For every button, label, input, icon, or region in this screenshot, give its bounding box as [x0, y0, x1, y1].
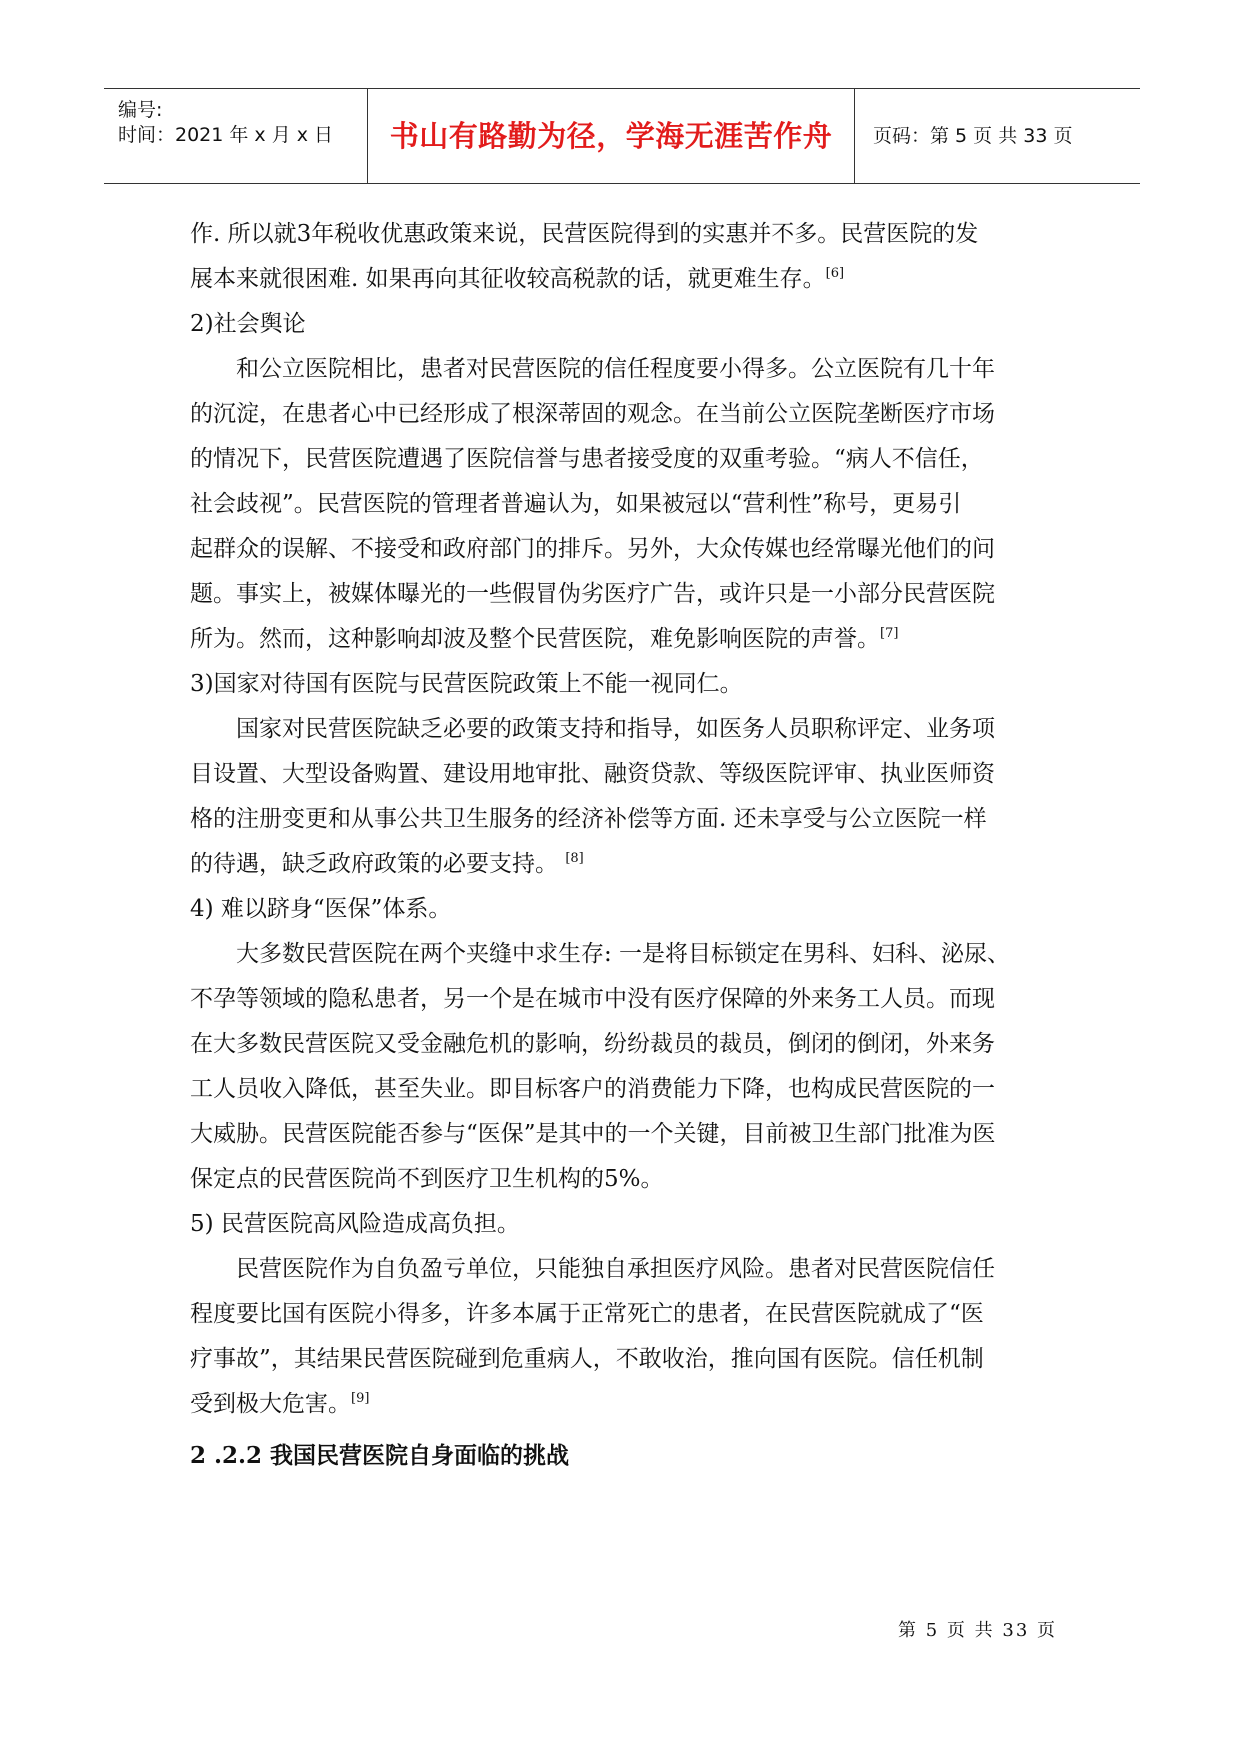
text-line: 大多数民营医院在两个夹缝中求生存: 一是将目标锁定在男科、妇科、泌尿、 [236, 941, 1011, 967]
text-line: 不孕等领域的隐私患者，另一个是在城市中没有医疗保障的外来务工人员。而现 [190, 986, 995, 1012]
header-page-indicator: 页码：第 5 页 共 33 页 [873, 125, 1073, 147]
text-line: 的待遇，缺乏政府政策的必要支持。 [8] [190, 851, 584, 877]
text-line: 疗事故”，其结果民营医院碰到危重病人，不敢收治，推向国有医院。信任机制 [190, 1346, 984, 1372]
header-meta [104, 89, 368, 183]
text-line: 题。事实上，被媒体曝光的一些假冒伪劣医疗广告，或许只是一小部分民营医院 [190, 581, 995, 607]
text-line: 的情况下，民营医院遭遇了医院信誉与患者接受度的双重考验。“病人不信任， [190, 446, 984, 472]
subheading: 3)国家对待国有医院与民营医院政策上不能一视同仁。 [190, 671, 743, 697]
page-header [104, 88, 1140, 184]
text-line: 格的注册变更和从事公共卫生服务的经济补偿等方面. 还未享受与公立医院一样 [190, 806, 987, 832]
text-line: 目设置、大型设备购置、建设用地审批、融资贷款、等级医院评审、执业医师资 [190, 761, 995, 787]
text-line: 社会歧视”。民营医院的管理者普遍认为，如果被冠以“营利性”称号，更易引 [190, 491, 962, 517]
page-footer: 第 5 页 共 33 页 [898, 1620, 1057, 1641]
citation: [6] [825, 266, 845, 281]
text-line: 展本来就很困难. 如果再向其征收较高税款的话，就更难生存。[6] [190, 266, 845, 292]
text-line: 起群众的误解、不接受和政府部门的排斥。另外，大众传媒也经常曝光他们的问 [190, 536, 995, 562]
text-line: 工人员收入降低，甚至失业。即目标客户的消费能力下降，也构成民营医院的一 [190, 1076, 995, 1102]
citation: [8] [565, 851, 584, 866]
citation: [7] [880, 626, 899, 641]
document-number-label: 编号: [118, 99, 163, 121]
subheading: 5) 民营医院高风险造成高负担。 [190, 1211, 520, 1237]
text-line: 在大多数民营医院又受金融危机的影响，纷纷裁员的裁员，倒闭的倒闭，外来务 [190, 1031, 995, 1057]
text-line: 大威胁。民营医院能否参与“医保”是其中的一个关键，目前被卫生部门批准为医 [190, 1121, 996, 1147]
text-line: 程度要比国有医院小得多，许多本属于正常死亡的患者，在民营医院就成了“医 [190, 1301, 984, 1327]
header-motto: 书山有路勤为径，学海无涯苦作舟 [368, 89, 855, 183]
citation: [9] [351, 1391, 370, 1406]
text-line: 所为。然而，这种影响却波及整个民营医院，难免影响医院的声誉。[7] [190, 626, 899, 652]
text-line: 保定点的民营医院尚不到医疗卫生机构的5%。 [190, 1166, 664, 1192]
section-heading: 2 .2.2 我国民营医院自身面临的挑战 [190, 1442, 570, 1469]
text-line: 和公立医院相比，患者对民营医院的信任程度要小得多。公立医院有几十年 [236, 356, 995, 382]
text-line: 民营医院作为自负盈亏单位，只能独自承担医疗风险。患者对民营医院信任 [236, 1256, 995, 1282]
document-date: 时间：2021 年 x 月 x 日 [118, 124, 334, 146]
text-line: 作. 所以就3年税收优惠政策来说，民营医院得到的实惠并不多。民营医院的发 [190, 221, 979, 247]
subheading: 2)社会舆论 [190, 311, 306, 337]
text-line: 受到极大危害。[9] [190, 1391, 370, 1417]
text-line: 国家对民营医院缺乏必要的政策支持和指导，如医务人员职称评定、业务项 [236, 716, 995, 742]
text-line: 的沉淀，在患者心中已经形成了根深蒂固的观念。在当前公立医院垄断医疗市场 [190, 401, 995, 427]
subheading: 4) 难以跻身“医保”体系。 [190, 896, 452, 922]
document-body [190, 212, 1060, 1478]
